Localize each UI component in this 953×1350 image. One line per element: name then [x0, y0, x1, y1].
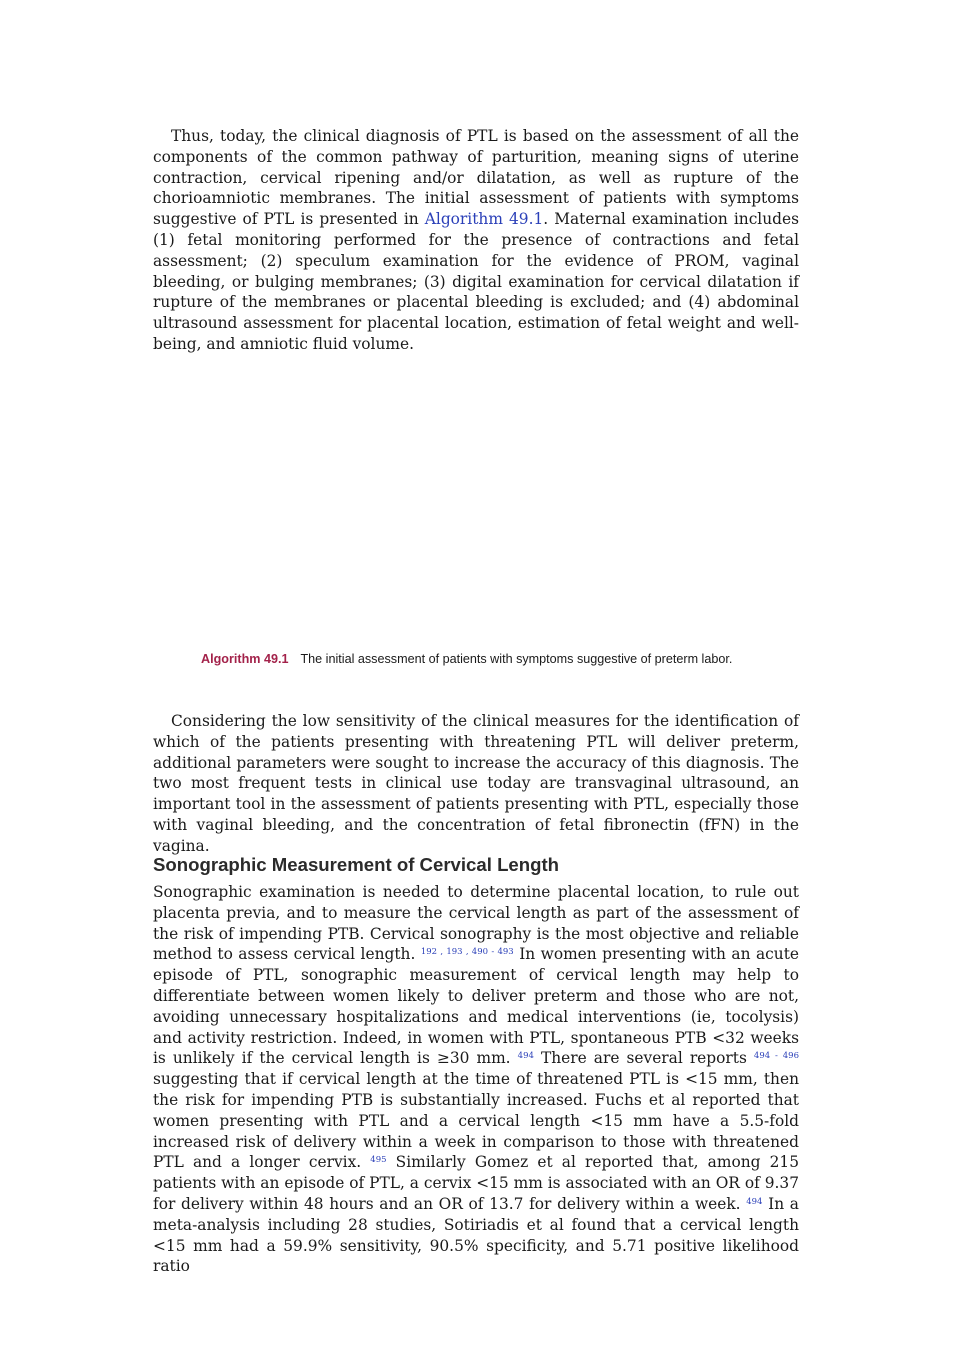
paragraph-cervical-length: [153, 882, 799, 1277]
reference-link[interactable]: 494 - 496: [753, 1051, 799, 1062]
paragraph-text: . Maternal examination includes (1) fetal monitoring performed for the presence of contractions and fetal assessment; (2) speculum examination for the evidence of PROM, vaginal bleeding, or bulging membranes; (3) digital examination for cervical dilatation if rupture of the membranes or placental bleeding is excluded; and (4) abdominal ultrasound assessment for placental location, estimation of fetal weight and well-being, and amniotic fluid volume.: [153, 210, 800, 353]
paragraph-text: Sonographic examination is needed to determine placental location, to rule out placenta previa, and to measure the cervical length as part of the assessment of the risk of impending PTB. Cervical sonography is the most objective and reliable method to assess cervical length.: [153, 883, 799, 964]
reference-link[interactable]: 494: [517, 1051, 534, 1062]
figure-caption: [201, 649, 781, 669]
paragraph-text: In a meta-analysis including 28 studies, Sotiriadis et al found that a cervical length <15 mm had a 59.9% sensitivity, 90.5% specificity, and 5.71 positive likelihood ratio: [153, 1194, 799, 1276]
reference-link[interactable]: 192 , 193 , 490 - 493: [420, 947, 514, 958]
figure-label: Algorithm 49.1: [201, 652, 289, 666]
paragraph-text: suggesting that if cervical length at the time of threatened PTL is <15 mm, then the risk for impending PTB is substantially increased. Fuchs et al reported that women presenting with PTL and a cervical length <15 mm have a 5.5-fold increased risk of delivery within a week in comparison to those with threatened PTL and a longer cervix.: [153, 1070, 799, 1172]
section-heading: Sonographic Measurement of Cervical Length: [153, 854, 560, 875]
algorithm-figure-area: [153, 365, 799, 640]
algorithm-link[interactable]: Algorithm 49.1: [424, 210, 544, 229]
figure-caption-text: The initial assessment of patients with symptoms suggestive of preterm labor.: [300, 652, 733, 666]
reference-link[interactable]: 495: [370, 1155, 387, 1166]
paragraph-text: There are several reports: [540, 1049, 747, 1068]
paragraph-text: Thus, today, the clinical diagnosis of PTL is based on the assessment of all the components of the common pathway of parturition, meaning signs of uterine contraction, cervical ripening and/or dilatation, as well as rupture of the chorioamniotic membranes. The initial assessment of patients with symptoms suggestive of PTL is presented in: [153, 127, 799, 229]
paragraph-text: In women presenting with an acute episode of PTL, sonographic measurement of cervical length may help to differentiate between women likely to deliver preterm and those who are not, avoiding unnecessary hospitalizations and medical interventions (ie, tocolysis) and activity restriction. Indeed, in women with PTL, spontaneous PTB <32 weeks is unlikely if the cervical length is ≥30 mm.: [153, 945, 799, 1068]
paragraph-text: Similarly Gomez et al reported that, among 215 patients with an episode of PTL, a cervix <15 mm is associated with an OR of 9.37 for delivery within 48 hours and an OR of 13.7 for delivery within a week.: [153, 1153, 799, 1213]
paragraph-ptl-diagnosis: [153, 126, 799, 355]
reference-link[interactable]: 494: [746, 1196, 763, 1207]
paragraph-additional-parameters: Considering the low sensitivity of the clinical measures for the identification of which of the patients presenting with threatening PTL will deliver preterm, additional parameters were sought to increase the accuracy of this diagnosis. The two most frequent tests in clinical use today are transvaginal ultrasound, an important tool in the assessment of patients presenting with PTL, especially those with vaginal bleeding, and the concentration of fetal fibronectin (fFN) in the vagina.: [153, 712, 799, 855]
